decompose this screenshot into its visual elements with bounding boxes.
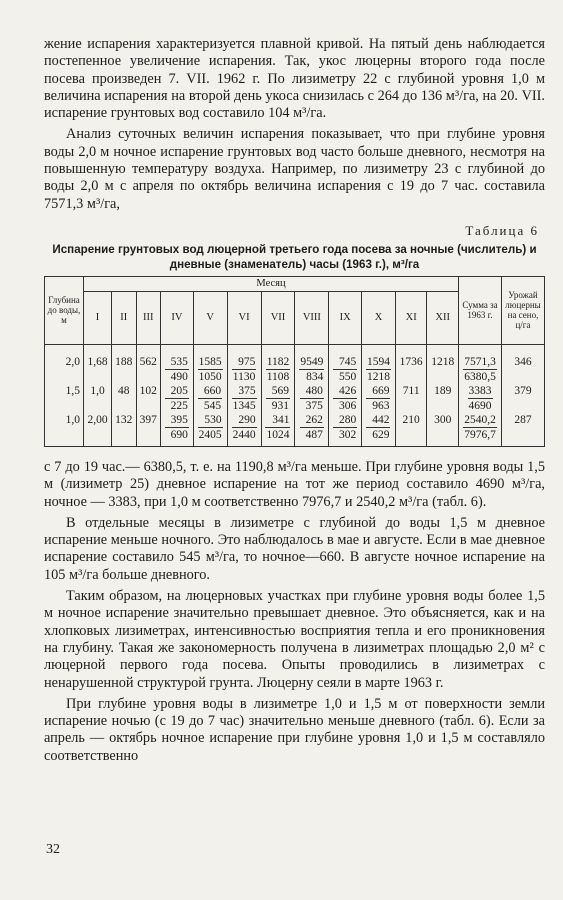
paragraph-2: Анализ суточных величин испарения показывает, что при глубине уровня воды 2,0 м ночное испарение грунтовых вод часто больше дневного, несмотря на повышенную температуру воздуха. Например, по лизиметру 23 с глубиной до воды 2,0 м с апреля по октябрь величина испарения с 19 до 7 час. составила 7571,3 м³/га, bbox=[44, 126, 545, 212]
cell-month-I: 2,00 bbox=[84, 413, 112, 447]
cell-month-III: 102 bbox=[136, 384, 161, 413]
cell-month-I: 1,68 bbox=[84, 344, 112, 384]
cell-month-VIII: $\frac{262}{487}$ bbox=[295, 413, 329, 447]
cell-yield: 379 bbox=[502, 384, 545, 413]
cell-month-IX: $\frac{426}{306}$ bbox=[329, 384, 362, 413]
header-month-VII: VII bbox=[261, 291, 295, 344]
cell-month-I: 1,0 bbox=[84, 384, 112, 413]
cell-month-VII: $\frac{569}{931}$ bbox=[261, 384, 295, 413]
cell-sum: $\frac{7571,3}{6380,5}$ bbox=[459, 344, 502, 384]
header-month-VIII: VIII bbox=[295, 291, 329, 344]
paragraph-5: Таким образом, на люцерновых участках при глубине уровня воды более 1,5 м ночное испарение значительно превышает дневное. Это объясняется, как и на хлопковых лизиметрах, интенсивностью восприятия тепла и его проникновения на глубину. Такая же закономерность получена в лизиметрах площадью 2,0 м² с люцерной первого года посева. Опыты проводились в лизиметрах с ненарушенной структурой грунта. Люцерну сеяли в марте 1963 г. bbox=[44, 588, 545, 691]
cell-month-XI: 711 bbox=[395, 384, 426, 413]
cell-month-XII: 1218 bbox=[427, 344, 459, 384]
cell-month-VI: $\frac{290}{2440}$ bbox=[227, 413, 261, 447]
header-depth: Глубина до воды, м bbox=[45, 276, 84, 344]
cell-month-VII: $\frac{341}{1024}$ bbox=[261, 413, 295, 447]
cell-yield: 287 bbox=[502, 413, 545, 447]
cell-month-IV: $\frac{535}{490}$ bbox=[161, 344, 194, 384]
cell-month-IX: $\frac{745}{550}$ bbox=[329, 344, 362, 384]
table-row bbox=[45, 384, 545, 413]
header-month-XII: XII bbox=[427, 291, 459, 344]
cell-month-XII: 189 bbox=[427, 384, 459, 413]
header-month-X: X bbox=[362, 291, 396, 344]
header-month-III: III bbox=[136, 291, 161, 344]
cell-month-V: $\frac{530}{2405}$ bbox=[193, 413, 227, 447]
paragraph-4: В отдельные месяцы в лизиметре с глубиной до воды 1,5 м дневное испарение меньше ночного. Это наблюдалось в мае и августе. Если в мае дневное испарение составило 545 м³/га, то ночное—660. В августе ночное испарение на 105 м³/га больше дневного. bbox=[44, 514, 545, 583]
cell-month-XI: 210 bbox=[395, 413, 426, 447]
header-month-II: II bbox=[112, 291, 137, 344]
header-month-IX: IX bbox=[329, 291, 362, 344]
cell-month-V: $\frac{1585}{1050}$ bbox=[193, 344, 227, 384]
cell-month-II: 48 bbox=[112, 384, 137, 413]
paragraph-6: При глубине уровня воды в лизиметре 1,0 и 1,5 м от поверхности земли испарение ночью (с 19 до 7 час) значительно меньше дневного (табл. 6). Если за апрель — октябрь ночное испарение при глубине уровня 1,0 и 1,5 м составляло соответственно bbox=[44, 695, 545, 764]
paragraph-1: жение испарения характеризуется плавной кривой. На пятый день наблюдается постепенное увеличение испарения. Так, укос люцерны второго года после посева произведен 7. VII. 1962 г. По лизиметру 22 с глубиной уровня 1,0 м величина испарения на второй день укоса снизилась с 264 до 136 м³/га, на 20. VII. испарение грунтовых вод составило 104 м³/га. bbox=[44, 36, 545, 122]
cell-month-IV: $\frac{205}{225}$ bbox=[161, 384, 194, 413]
header-month-XI: XI bbox=[395, 291, 426, 344]
cell-depth: 1,0 bbox=[45, 413, 84, 447]
header-month-I: I bbox=[84, 291, 112, 344]
cell-depth: 2,0 bbox=[45, 344, 84, 384]
cell-month-II: 132 bbox=[112, 413, 137, 447]
cell-month-III: 397 bbox=[136, 413, 161, 447]
paragraph-3: с 7 до 19 час.— 6380,5, т. е. на 1190,8 м³/га меньше. При глубине уровня воды 1,5 м (лизиметр 25) дневное испарение на тот же период составило 4690 м³/га, ночное — 3383, при 1,0 м соответственно 7976,7 и 2540,2 м³/га (табл. 6). bbox=[44, 458, 545, 510]
header-month-IV: IV bbox=[161, 291, 194, 344]
header-month-group: Месяц bbox=[84, 276, 459, 291]
cell-month-VIII: $\frac{480}{375}$ bbox=[295, 384, 329, 413]
cell-month-IX: $\frac{280}{302}$ bbox=[329, 413, 362, 447]
cell-month-IV: $\frac{395}{690}$ bbox=[161, 413, 194, 447]
header-month-VI: VI bbox=[227, 291, 261, 344]
cell-month-II: 188 bbox=[112, 344, 137, 384]
table-header-row-1 bbox=[45, 276, 545, 291]
cell-month-X: $\frac{1594}{1218}$ bbox=[362, 344, 396, 384]
header-month-V: V bbox=[193, 291, 227, 344]
table-row bbox=[45, 344, 545, 384]
cell-month-XII: 300 bbox=[427, 413, 459, 447]
cell-sum: $\frac{3383}{4690}$ bbox=[459, 384, 502, 413]
header-sum: Сумма за 1963 г. bbox=[459, 276, 502, 344]
cell-month-X: $\frac{669}{963}$ bbox=[362, 384, 396, 413]
cell-sum: $\frac{2540,2}{7976,7}$ bbox=[459, 413, 502, 447]
cell-month-V: $\frac{660}{545}$ bbox=[193, 384, 227, 413]
header-yield: Урожай люцерны на сено, ц/га bbox=[502, 276, 545, 344]
table-row bbox=[45, 413, 545, 447]
page-number: 32 bbox=[46, 842, 60, 857]
cell-yield: 346 bbox=[502, 344, 545, 384]
cell-month-VI: $\frac{975}{1130}$ bbox=[227, 344, 261, 384]
cell-month-VI: $\frac{375}{1345}$ bbox=[227, 384, 261, 413]
cell-month-XI: 1736 bbox=[395, 344, 426, 384]
table-number-label: Таблица 6 bbox=[465, 222, 539, 238]
cell-month-VII: $\frac{1182}{1108}$ bbox=[261, 344, 295, 384]
cell-month-III: 562 bbox=[136, 344, 161, 384]
cell-month-X: $\frac{442}{629}$ bbox=[362, 413, 396, 447]
cell-depth: 1,5 bbox=[45, 384, 84, 413]
table-title: Испарение грунтовых вод люцерной третьего года посева за ночные (числитель) и дневные (знаменатель) часы (1963 г.), м³/га bbox=[52, 242, 537, 271]
cell-month-VIII: $\frac{9549}{834}$ bbox=[295, 344, 329, 384]
evaporation-table bbox=[44, 276, 545, 447]
